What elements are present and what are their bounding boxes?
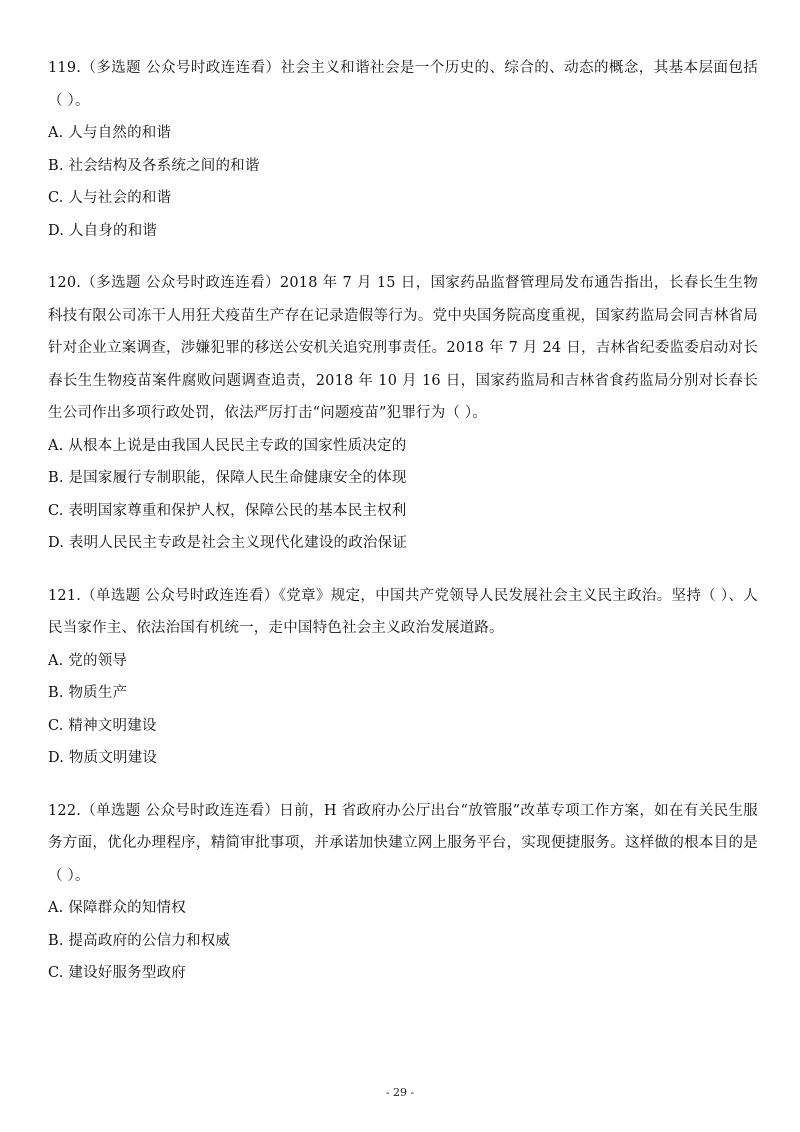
option-a: A. 人与自然的和谐: [48, 125, 172, 141]
option-b: B. 提高政府的公信力和权威: [48, 932, 231, 949]
option-list: [48, 645, 758, 775]
option-b: B. 是国家履行专制职能，保障人民生命健康安全的体现: [48, 470, 407, 486]
question-stem: 122.（单选题 公众号时政连连看）日前，H 省政府办公厅出台“放管服”改革专项工作方案，如在有关民生服务方面，优化办理程序，精简审批事项，并承诺加快建立网上服务平台，实现便捷服务。这样做的根本目的是（ ）。: [48, 802, 758, 884]
option-b: B. 社会结构及各系统之间的和谐: [48, 157, 260, 174]
question-120: [48, 267, 758, 560]
option-c: C. 建设好服务型政府: [48, 965, 186, 981]
option-b: B. 物质生产: [48, 685, 128, 701]
option-a: A. 保障群众的知情权: [48, 900, 186, 916]
option-d: D. 物质文明建设: [48, 750, 158, 766]
document-page: [48, 52, 758, 1010]
question-stem: 121.（单选题 公众号时政连连看）《党章》规定，中国共产党领导人民发展社会主义民主政治。坚持（ ）、人民当家作主、依法治国有机统一，走中国特色社会主义政治发展道路。: [48, 587, 758, 636]
option-list: [48, 430, 758, 560]
option-c: C. 精神文明建设: [48, 717, 157, 734]
question-stem: 120.（多选题 公众号时政连连看）2018 年 7 月 15 日，国家药品监督管理局发布通告指出，长春长生生物科技有限公司冻干人用狂犬疫苗生产存在记录造假等行为。党中央国务院高度重视，国家药监局会同吉林省局针对企业立案调查，涉嫌犯罪的移送公安机关追究刑事责任。2018 年 7 月 24 日，吉林省纪委监委启动对长春长生生物疫苗案件腐败问题调查追责，2018 年 10 月 16 日，国家药监局和吉林省食药监局分别对长春长生公司作出多项行政处罚，依法严厉打击“问题疫苗”犯罪行为（ ）。: [48, 275, 758, 421]
option-d: D. 人自身的和谐: [48, 222, 158, 239]
option-d: D. 表明人民民主专政是社会主义现代化建设的政治保证: [48, 535, 408, 551]
option-a: A. 党的领导: [48, 652, 128, 669]
page-number: - 29 -: [385, 1086, 415, 1099]
option-a: A. 从根本上说是由我国人民民主专政的国家性质决定的: [48, 437, 407, 454]
question-119: [48, 52, 758, 247]
question-stem: 119.（多选题 公众号时政连连看）社会主义和谐社会是一个历史的、综合的、动态的概念，其基本层面包括（ ）。: [48, 60, 758, 109]
option-c: C. 人与社会的和谐: [48, 190, 172, 206]
question-122: [48, 795, 758, 990]
question-121: [48, 580, 758, 775]
option-list: [48, 117, 758, 247]
option-list: [48, 892, 758, 990]
option-c: C. 表明国家尊重和保护人权，保障公民的基本民主权利: [48, 502, 407, 519]
